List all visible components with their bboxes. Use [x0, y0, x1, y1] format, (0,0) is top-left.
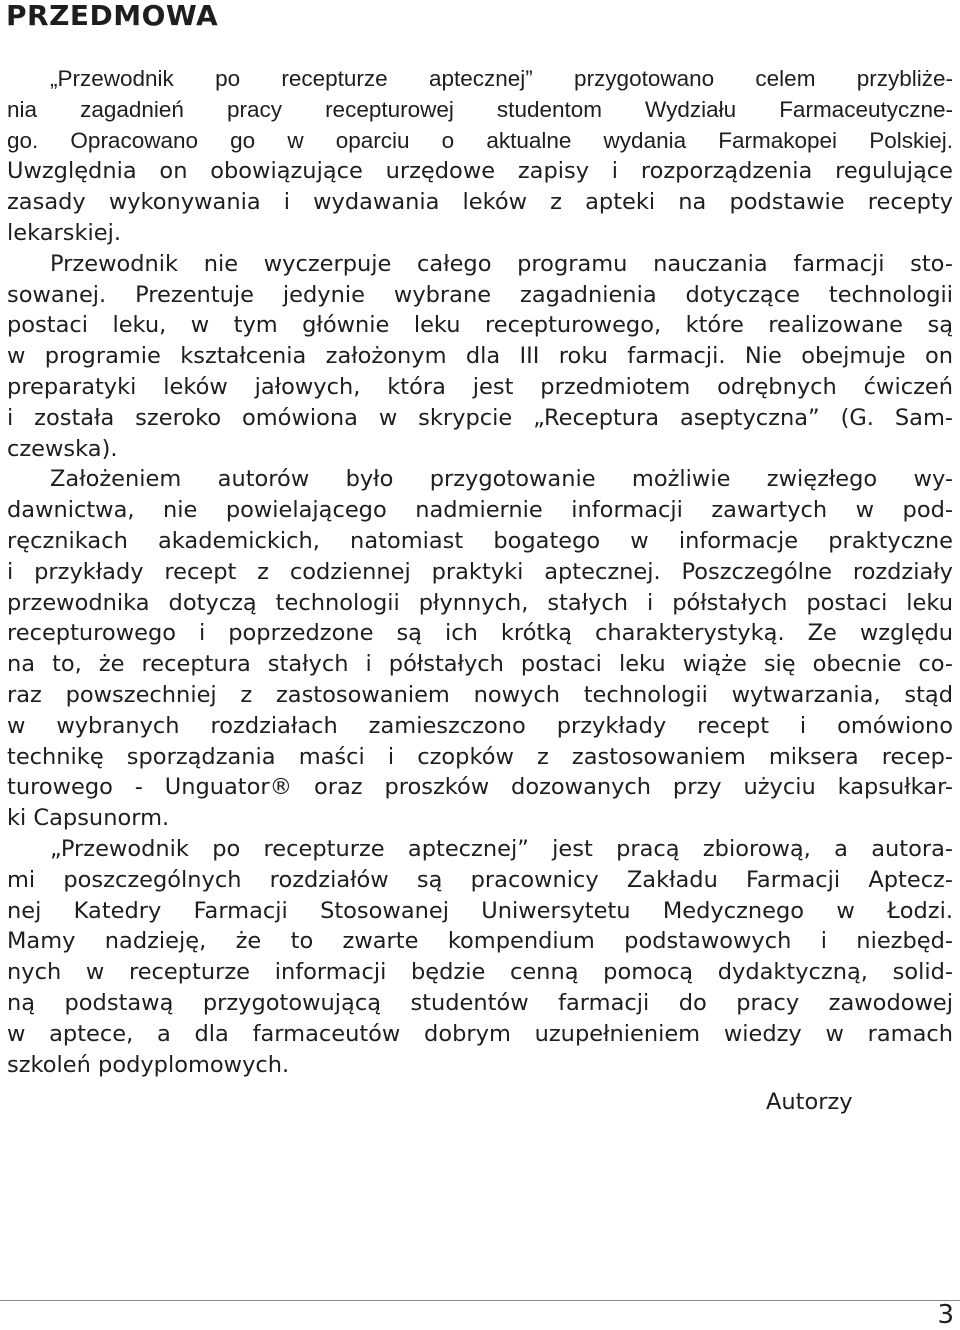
paragraph-line: Przewodnik nie wyczerpuje całego programu nauczania farmacji sto-: [50, 250, 953, 277]
paragraph-line: „Przewodnik po recepturze aptecznej” jest pracą zbiorową, a autora-: [50, 835, 953, 862]
paragraph-line: nia zagadnień pracy recepturowej studentom Wydziału Farmaceutyczne-: [7, 96, 953, 122]
paragraph-line: w aptece, a dla farmaceutów dobrym uzupełnieniem wiedzy w ramach: [7, 1020, 953, 1047]
paragraph-line: i została szeroko omówiona w skrypcie „Receptura aseptyczna” (G. Sam-: [7, 404, 953, 431]
paragraph-line: preparatyki leków jałowych, która jest przedmiotem odrębnych ćwiczeń: [7, 373, 953, 400]
paragraph-line: i przykłady recept z codziennej praktyki aptecznej. Poszczególne rozdziały: [7, 558, 953, 585]
paragraph-line: turowego - Unguator® oraz proszków dozowanych przy użyciu kapsułkar-: [7, 774, 953, 801]
paragraph-line: w programie kształcenia założonym dla III roku farmacji. Nie obejmuje on: [7, 343, 953, 370]
paragraph-line: przewodnika dotyczą technologii płynnych, stałych i półstałych postaci leku: [7, 589, 953, 616]
page-number: 3: [937, 1300, 954, 1330]
paragraph-line: „Przewodnik po recepturze aptecznej” przygotowano celem przybliże-: [50, 66, 953, 91]
paragraph: [7, 249, 953, 465]
paragraph-line: Mamy nadzieję, że to zwarte kompendium podstawowych i niezbęd-: [7, 928, 953, 955]
paragraph-line: w wybranych rozdziałach zamieszczono przykłady recept i omówiono: [7, 712, 953, 739]
paragraph-line: nych w recepturze informacji będzie cenną pomocą dydaktyczną, solid-: [7, 959, 953, 986]
paragraph: [7, 834, 953, 1080]
paragraph-line: ki Capsunorm.: [7, 805, 170, 832]
signature: Autorzy: [766, 1089, 853, 1115]
paragraph-line: czewska).: [7, 435, 118, 462]
paragraph-line: sowanej. Prezentuje jedynie wybrane zagadnienia dotyczące technologii: [7, 281, 953, 308]
paragraph-line: technikę sporządzania maści i czopków z zastosowaniem miksera recep-: [7, 743, 953, 770]
paragraph-line: recepturowego i poprzedzone są ich krótką charakterystyką. Ze względu: [7, 620, 953, 647]
paragraph-line: Założeniem autorów było przygotowanie możliwie zwięzłego wy-: [50, 466, 953, 493]
footer-divider: [0, 1300, 960, 1301]
paragraph-line: raz powszechniej z zastosowaniem nowych technologii wytwarzania, stąd: [7, 681, 953, 708]
paragraph-line: go. Opracowano go w oparciu o aktualne wydania Farmakopei Polskiej.: [7, 127, 953, 153]
paragraph-line: dawnictwa, nie powielającego nadmiernie informacji zawartych w pod-: [7, 497, 953, 524]
paragraph-line: szkoleń podyplomowych.: [7, 1051, 290, 1078]
page-heading: PRZEDMOWA: [6, 0, 219, 32]
paragraph-line: lekarskiej.: [7, 219, 122, 246]
paragraph-line: Uwzględnia on obowiązujące urzędowe zapisy i rozporządzenia regulujące: [7, 158, 953, 185]
paragraph-line: na to, że receptura stałych i półstałych postaci leku wiąże się obecnie co-: [7, 651, 953, 678]
paragraph: [7, 464, 953, 834]
paragraph-line: postaci leku, w tym głównie leku recepturowego, które realizowane są: [7, 312, 953, 339]
paragraph-line: zasady wykonywania i wydawania leków z apteki na podstawie recepty: [7, 189, 953, 216]
paragraph-line: mi poszczególnych rozdziałów są pracownicy Zakładu Farmacji Aptecz-: [7, 866, 953, 893]
paragraph-line: ręcznikach akademickich, natomiast bogatego w informacje praktyczne: [7, 527, 953, 554]
paragraph-line: nej Katedry Farmacji Stosowanej Uniwersytetu Medycznego w Łodzi.: [7, 897, 953, 924]
paragraph: [7, 64, 953, 249]
paragraph-line: ną podstawą przygotowującą studentów farmacji do pracy zawodowej: [7, 989, 953, 1016]
preface-body: [7, 64, 953, 1080]
